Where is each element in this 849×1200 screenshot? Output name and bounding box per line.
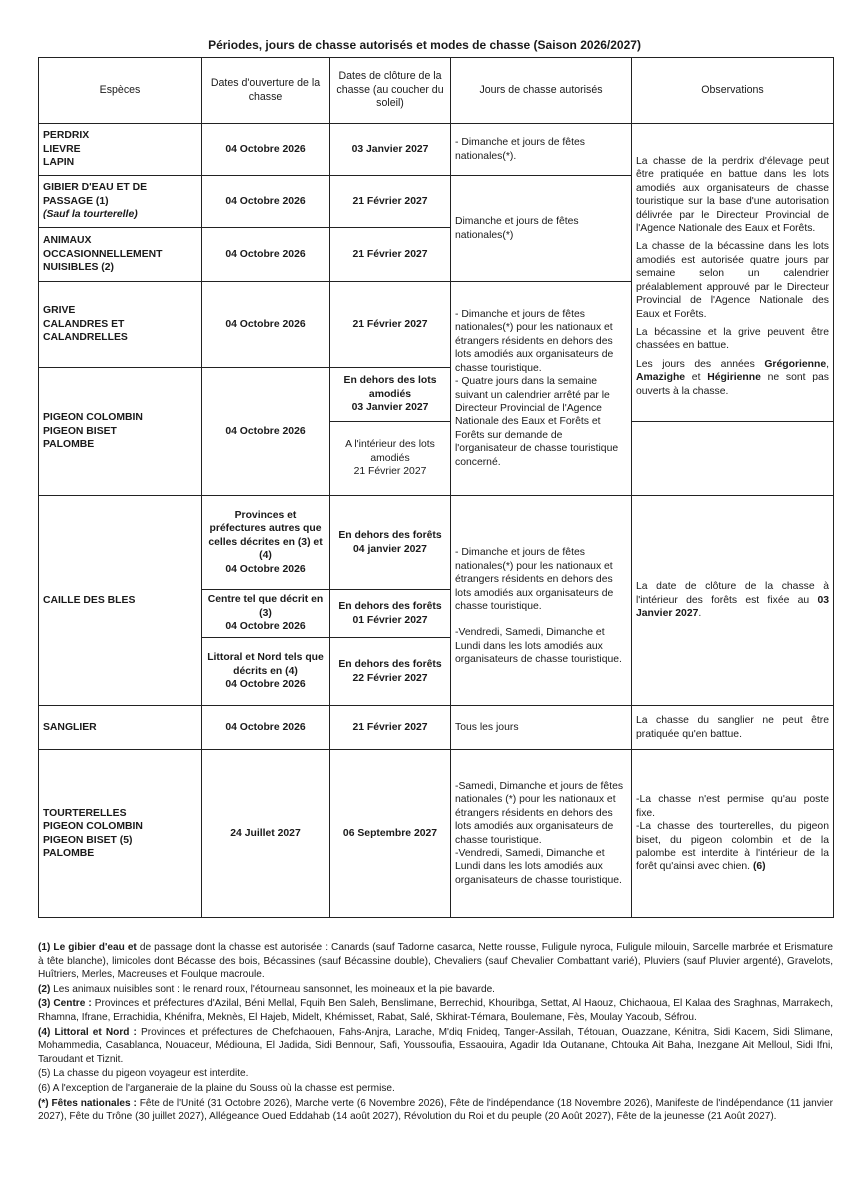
open-date: 04 Octobre 2026 (202, 176, 330, 228)
footnote-4: (4) Littoral et Nord : Provinces et préfectures de Chefchaouen, Fahs-Anjra, Larache, M'diq Fnideq, Tanger-Assilah, Tétouan, Ouazzane, Kénitra, Sidi Kacem, Sidi Slimane, Mohammedia, Casablanca, Nouaceur, Médiouna, El Jadida, Sidi Bennour, Safi, Youssoufia, Essaouira, Agadir Ida Outanane, Chtouka Ait Baha, Inezgane Ait Melloul, Sidi Ifni, Taroudant et Tiznit. (38, 1026, 833, 1065)
close-date: En dehors des forêts 04 janvier 2027 (330, 496, 451, 590)
species-gibier: GIBIER D'EAU ET DE PASSAGE (1) (Sauf la tourterelle) (39, 176, 202, 228)
obs-becassine: La chasse de la bécassine dans les lots amodiés est autorisée quatre jours par semaine selon un calendrier préalablement approuvé par le Directeur Provincial de l'Agence Nationale des Eaux et Forêts. (636, 241, 829, 320)
footnote-5: (5) La chasse du pigeon voyageur est interdite. (38, 1068, 249, 1080)
footnote-fetes: (*) Fêtes nationales : Fête de l'Unité (31 Octobre 2026), Marche verte (6 Novembre 2026), Fête de l'indépendance (18 Novembre 2026), Manifeste de l'indépendance (11 janvier 2027), Fête du Trône (30 juillet 2027), Allégeance Oued Eddahab (14 août 2027), Révolution du Roi et du peuple (20 Août 2027), Fête de la jeunesse (21 Août 2027). (38, 1097, 834, 1123)
open-date: 04 Octobre 2026 (202, 368, 330, 496)
hunting-days: - Dimanche et jours de fêtes nationales(*). (451, 124, 632, 176)
species-sanglier: SANGLIER (39, 706, 202, 750)
header-jours: Jours de chasse autorisés (451, 58, 632, 124)
table-header-row (39, 58, 834, 124)
open-date: Centre tel que décrit en (3) 04 Octobre 2026 (202, 590, 330, 638)
hunting-days: Tous les jours (451, 706, 632, 750)
close-date: 21 Février 2027 (330, 228, 451, 282)
table-row (39, 750, 834, 918)
table-row (39, 496, 834, 590)
open-date: 04 Octobre 2026 (202, 124, 330, 176)
close-date: 03 Janvier 2027 (330, 124, 451, 176)
close-date: 21 Février 2027 (330, 282, 451, 368)
table-row (39, 124, 834, 176)
obs-perdrix: La chasse de la perdrix d'élevage peut être pratiquée en battue dans les lots amodiés aux organisateurs de chasse touristique sur la base d'une autorisation délivrée par le Directeur Provincial de l'Agence Nationale des Eaux et Forêts. (636, 156, 829, 235)
open-date: Littoral et Nord tels que décrits en (4) 04 Octobre 2026 (202, 638, 330, 706)
open-date: 04 Octobre 2026 (202, 282, 330, 368)
obs-spacer (632, 422, 834, 496)
close-date: En dehors des forêts 01 Février 2027 (330, 590, 451, 638)
hunting-days: -Samedi, Dimanche et jours de fêtes nationales (*) pour les nationaux et étrangers résidents en dehors des lots amodiés aux organisateurs de chasse touristique. -Vendredi, Samedi, Dimanche et Lundi dans les lots amodiés aux organisateurs de chasse touristique. (451, 750, 632, 918)
close-date: 21 Février 2027 (330, 176, 451, 228)
header-observations: Observations (632, 58, 834, 124)
observations-sanglier: La chasse du sanglier ne peut être pratiquée qu'en battue. (632, 706, 834, 750)
species-animaux: ANIMAUX OCCASIONNELLEMENT NUISIBLES (2) (39, 228, 202, 282)
hunting-days: - Dimanche et jours de fêtes nationales(*) pour les nationaux et étrangers résidents en dehors des lots amodiés aux organisateurs de chasse touristique. -Vendredi, Samedi, Dimanche et Lundi dans les lots amodiés aux organisateurs de chasse touristique. (451, 496, 632, 706)
footnote-1: (1) Le gibier d'eau et de passage dont la chasse est autorisée : Canards (sauf Tadorne casarca, Nette rousse, Fuligule nyroca, Fuligule milouin, Sarcelle marbrée et Erismature à tête blanche), limicoles dont Bécasse des bois, Bécassines (sauf Bécassine double), Chevaliers (sauf Chevalier Combattant varié), Pluviers (sauf Pluvier argenté), Gravelots, Huîtriers, Merles, Macreuses et Foulque macroule. (38, 942, 834, 981)
species-grive: GRIVE CALANDRES ET CALANDRELLES (39, 282, 202, 368)
obs-annees: Les jours des années Grégorienne, Amazighe et Hégirienne ne sont pas ouverts à la chasse. (636, 358, 830, 397)
species-tourterelles: TOURTERELLES PIGEON COLOMBIN PIGEON BISET (5) PALOMBE (39, 750, 202, 918)
hunting-days: - Dimanche et jours de fêtes nationales(*) pour les nationaux et étrangers résidents en dehors des lots amodiés aux organisateurs de chasse touristique. - Quatre jours dans la semaine suivant un calendrier arrêté par le Directeur Provincial de l'Agence Nationale des Eaux et Forêts et Forêts sur demande de l'organisateur de chasse touristique concerné. (451, 282, 632, 496)
open-date: 04 Octobre 2026 (202, 228, 330, 282)
header-cloture: Dates de clôture de la chasse (au coucher du soleil) (330, 58, 451, 124)
close-date: 21 Février 2027 (330, 706, 451, 750)
species-caille: CAILLE DES BLES (39, 496, 202, 706)
table-row (39, 706, 834, 750)
close-date: A l'intérieur des lots amodiés 21 Février 2027 (330, 422, 451, 496)
open-date: 04 Octobre 2026 (202, 706, 330, 750)
close-date: En dehors des forêts 22 Février 2027 (330, 638, 451, 706)
page-title: Périodes, jours de chasse autorisés et modes de chasse (Saison 2026/2027) (208, 38, 641, 52)
footnotes (38, 941, 833, 1125)
obs-battue: La bécassine et la grive peuvent être chassées en battue. (636, 326, 829, 352)
header-especes: Espèces (39, 58, 202, 124)
close-date: 06 Septembre 2027 (330, 750, 451, 918)
close-date: En dehors des lots amodiés 03 Janvier 2027 (330, 368, 451, 422)
footnote-3: (3) Centre : Provinces et préfectures d'Azilal, Béni Mellal, Fquih Ben Saleh, Benslimane, Berrechid, Khouribga, Settat, Al Haouz, Chichaoua, El Kalaa des Sraghnas, Marrakech, Rhamna, Ifrane, Errachidia, Khénifra, Meknès, El Hajeb, Midelt, Khémisset, Rabat, Salé, Skhirat-Témara, Boulemane, Fès, Moulay Yacoub, Séfrou. (38, 998, 833, 1023)
observations-top (632, 124, 834, 422)
observations-tourterelles: -La chasse n'est permise qu'au poste fixe. -La chasse des tourterelles, du pigeon biset, du pigeon colombin et de la palombe est interdite à l'intérieur de la forêt qu'ainsi avec chien. (6) (632, 750, 834, 918)
hunting-days: Dimanche et jours de fêtes nationales(*) (451, 176, 632, 282)
observations-caille: La date de clôture de la chasse à l'intérieur des forêts est fixée au 03 Janvier 2027. (632, 496, 834, 706)
species-pigeon: PIGEON COLOMBIN PIGEON BISET PALOMBE (39, 368, 202, 496)
header-ouverture: Dates d'ouverture de la chasse (202, 58, 330, 124)
open-date: 24 Juillet 2027 (202, 750, 330, 918)
footnote-6: (6) A l'exception de l'arganeraie de la plaine du Souss où la chasse est permise. (38, 1082, 395, 1094)
footnote-2: (2) Les animaux nuisibles sont : le renard roux, l'étourneau sansonnet, les moineaux et la pie bavarde. (38, 983, 495, 995)
hunting-periods-table (38, 57, 834, 918)
open-date: Provinces et préfectures autres que celles décrites en (3) et (4) 04 Octobre 2026 (202, 496, 330, 590)
species-perdrix: PERDRIX LIEVRE LAPIN (39, 124, 202, 176)
